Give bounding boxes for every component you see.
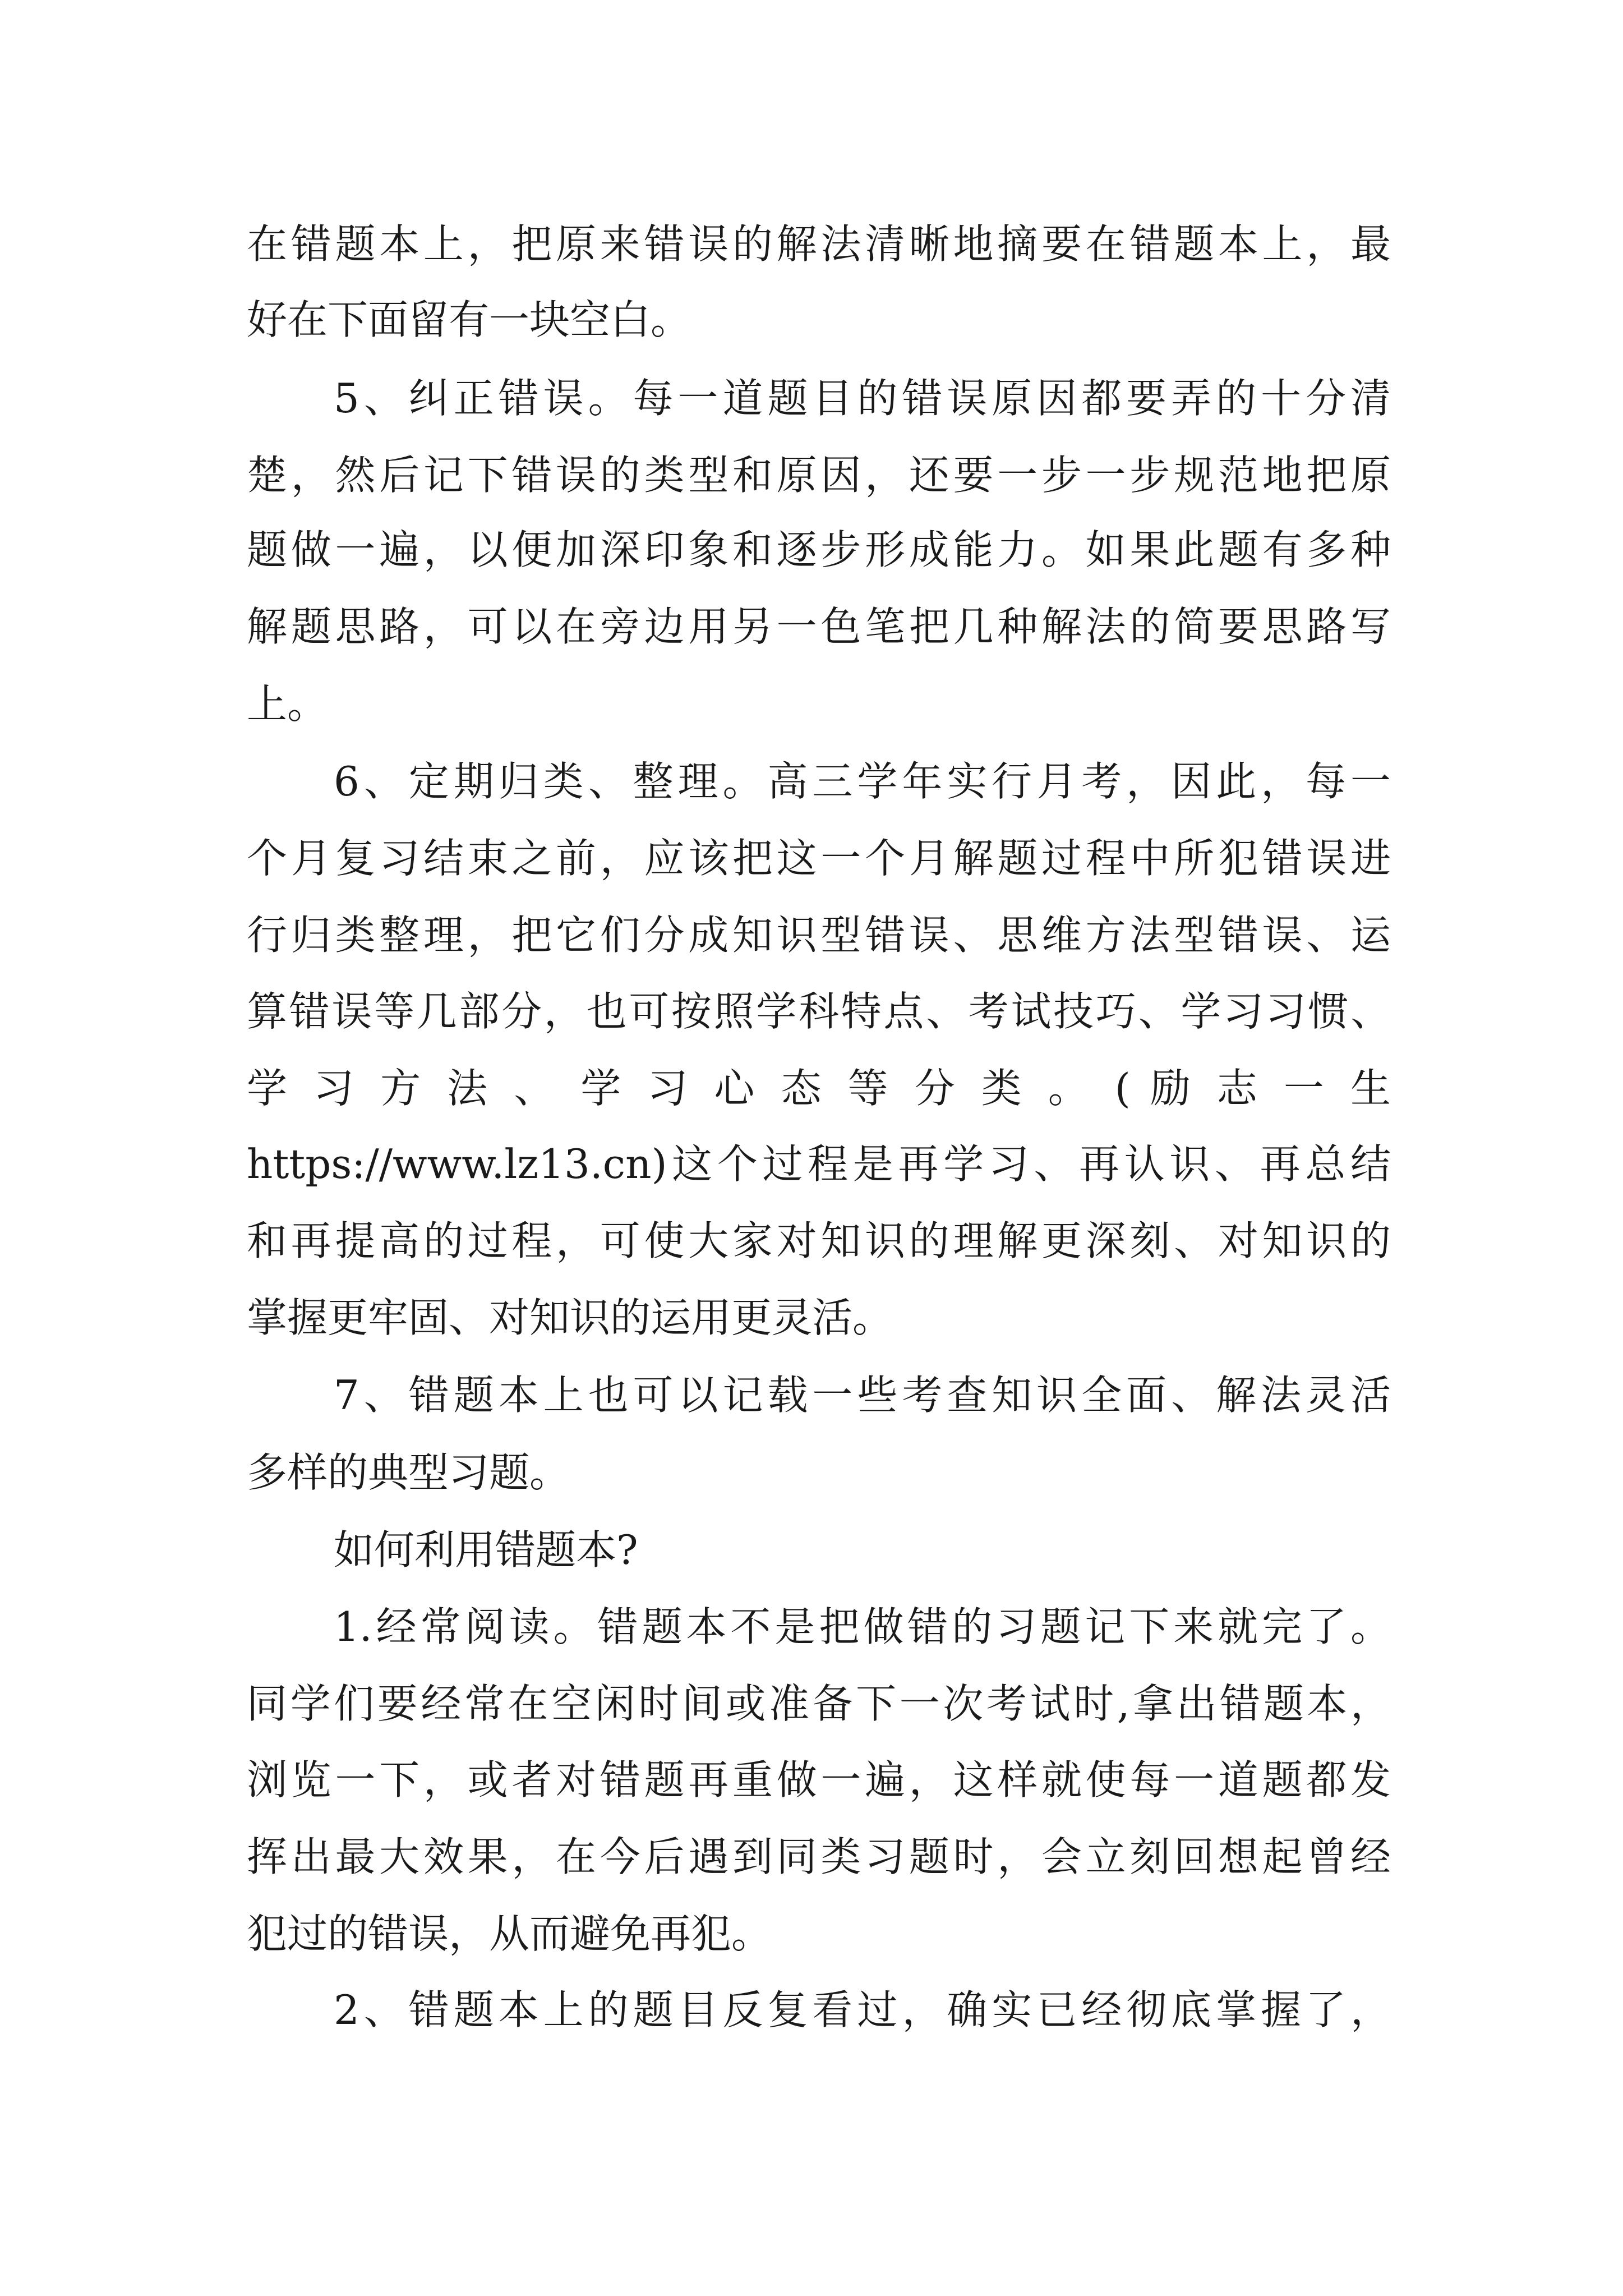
text-line: https://www.lz13.cn)这个过程是再学习、再认识、再总结 — [247, 1140, 1391, 1188]
text-line: 楚，然后记下错误的类型和原因，还要一步一步规范地把原 — [247, 452, 1391, 499]
text-line: 1.经常阅读。错题本不是把做错的习题记下来就完了。 — [334, 1603, 1391, 1650]
text-line: 犯过的错误，从而避免再犯。 — [247, 1910, 772, 1957]
text-line: 挥出最大效果，在今后遇到同类习题时，会立刻回想起曾经 — [247, 1833, 1391, 1880]
text-line: 和再提高的过程，可使大家对知识的理解更深刻、对知识的 — [247, 1217, 1391, 1264]
text-line: 5、纠正错误。每一道题目的错误原因都要弄的十分清 — [334, 375, 1391, 422]
section-heading: 如何利用错题本? — [334, 1526, 638, 1573]
text-line: 同学们要经常在空闲时间或准备下一次考试时,拿出错题本， — [247, 1680, 1391, 1727]
text-line: 在错题本上，把原来错误的解法清晰地摘要在错题本上，最 — [247, 220, 1391, 268]
text-line: 多样的典型习题。 — [247, 1449, 570, 1496]
text-line: 掌握更牢固、对知识的运用更灵活。 — [247, 1294, 893, 1341]
text-line: 浏览一下，或者对错题再重做一遍，这样就使每一道题都发 — [247, 1756, 1391, 1803]
text-line: 个月复习结束之前，应该把这一个月解题过程中所犯错误进 — [247, 835, 1391, 882]
text-line: 6、定期归类、整理。高三学年实行月考，因此，每一 — [334, 758, 1391, 805]
text-line: 7、错题本上也可以记载一些考查知识全面、解法灵活 — [334, 1372, 1391, 1419]
text-line: 上。 — [247, 680, 328, 728]
text-line: 学 习 方 法 、 学 习 心 态 等 分 类 。 ( 励 志 一 生 — [247, 1065, 1391, 1112]
text-line: 题做一遍，以便加深印象和逐步形成能力。如果此题有多种 — [247, 526, 1391, 573]
text-line: 算错误等几部分，也可按照学科特点、考试技巧、学习习惯、 — [247, 988, 1391, 1035]
text-line: 行归类整理，把它们分成知识型错误、思维方法型错误、运 — [247, 912, 1391, 959]
text-line: 2、错题本上的题目反复看过，确实已经彻底掌握了， — [334, 1986, 1391, 2033]
text-line: 解题思路，可以在旁边用另一色笔把几种解法的简要思路写 — [247, 603, 1391, 650]
text-line: 好在下面留有一块空白。 — [247, 296, 691, 343]
